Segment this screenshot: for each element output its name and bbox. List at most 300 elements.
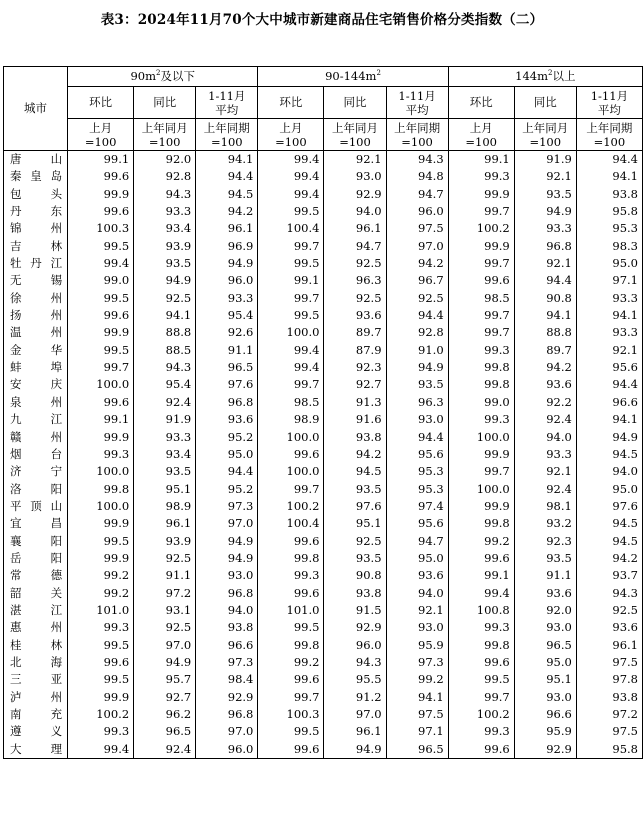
index-value: 99.5: [258, 619, 324, 636]
index-value: 96.0: [386, 203, 448, 220]
index-value: 94.9: [196, 255, 258, 272]
city-name: 包头: [4, 186, 68, 203]
city-name: 韶关: [4, 585, 68, 602]
base-period-label: 上年同月: [331, 120, 378, 135]
index-value: 95.3: [576, 220, 642, 237]
index-value: 91.1: [514, 567, 576, 584]
city-name: 南充: [4, 706, 68, 723]
index-value: 94.7: [324, 238, 386, 255]
city-name: 丹东: [4, 203, 68, 220]
index-value: 90.8: [514, 290, 576, 307]
table-row: [4, 567, 643, 584]
index-value: 93.3: [514, 446, 576, 463]
table-row: [4, 411, 643, 428]
index-value: 94.9: [134, 654, 196, 671]
index-value: 92.3: [514, 533, 576, 550]
index-value: 94.9: [324, 741, 386, 759]
index-value: 99.0: [448, 394, 514, 411]
city-name: 泉州: [4, 394, 68, 411]
index-value: 94.2: [324, 446, 386, 463]
index-value: 97.6: [324, 498, 386, 515]
index-value: 100.2: [68, 706, 134, 723]
index-value: 95.1: [514, 671, 576, 688]
index-value: 99.7: [448, 689, 514, 706]
index-value: 93.9: [134, 238, 196, 255]
index-value: 99.9: [68, 186, 134, 203]
index-value: 94.1: [576, 411, 642, 428]
index-value: 92.1: [576, 342, 642, 359]
index-value: 99.9: [448, 238, 514, 255]
index-value: 96.0: [324, 637, 386, 654]
base-period-value: =100: [148, 134, 181, 149]
index-value: 92.9: [196, 689, 258, 706]
subheader-yoy: 同比: [514, 87, 576, 119]
index-value: 88.8: [134, 324, 196, 341]
index-value: 95.7: [134, 671, 196, 688]
index-value: 94.4: [196, 168, 258, 185]
base-period-mom: [448, 119, 514, 151]
index-value: 99.5: [68, 342, 134, 359]
index-value: 94.4: [386, 307, 448, 324]
index-value: 99.6: [258, 533, 324, 550]
table-row: [4, 515, 643, 532]
price-index-table: [3, 66, 643, 759]
index-value: 99.2: [68, 585, 134, 602]
index-value: 96.8: [196, 706, 258, 723]
table-row: [4, 689, 643, 706]
index-value: 100.0: [68, 376, 134, 393]
index-value: 92.4: [514, 481, 576, 498]
index-value: 92.0: [134, 151, 196, 169]
base-period-label: 上月: [469, 120, 493, 135]
index-value: 96.2: [134, 706, 196, 723]
index-value: 95.0: [576, 255, 642, 272]
base-period-value: =100: [529, 134, 562, 149]
index-value: 99.0: [68, 272, 134, 289]
index-value: 92.9: [324, 186, 386, 203]
index-value: 94.3: [134, 186, 196, 203]
index-value: 93.5: [324, 481, 386, 498]
index-value: 95.6: [386, 446, 448, 463]
subheader-mom: 环比: [448, 87, 514, 119]
index-value: 94.3: [134, 359, 196, 376]
index-value: 94.2: [196, 203, 258, 220]
index-value: 94.3: [386, 151, 448, 169]
index-value: 92.7: [134, 689, 196, 706]
city-name: 北海: [4, 654, 68, 671]
table-row: [4, 342, 643, 359]
index-value: 99.7: [68, 359, 134, 376]
index-value: 93.8: [196, 619, 258, 636]
city-name: 锦州: [4, 220, 68, 237]
index-value: 97.0: [134, 637, 196, 654]
index-value: 92.5: [576, 602, 642, 619]
city-name: 三亚: [4, 671, 68, 688]
subheader-yoy: 同比: [134, 87, 196, 119]
index-value: 93.5: [134, 463, 196, 480]
index-value: 92.7: [324, 376, 386, 393]
table-row: [4, 186, 643, 203]
base-period-value: =100: [401, 134, 433, 149]
index-value: 92.5: [324, 533, 386, 550]
index-value: 97.1: [576, 272, 642, 289]
index-value: 99.4: [258, 359, 324, 376]
subheader-ytd-line2: 平均: [597, 102, 621, 117]
index-value: 94.5: [576, 515, 642, 532]
index-value: 94.4: [514, 272, 576, 289]
index-value: 92.5: [134, 550, 196, 567]
index-value: 92.9: [324, 619, 386, 636]
index-value: 99.9: [448, 186, 514, 203]
city-name: 扬州: [4, 307, 68, 324]
index-value: 92.1: [386, 602, 448, 619]
index-value: 89.7: [514, 342, 576, 359]
index-value: 100.0: [448, 429, 514, 446]
index-value: 99.7: [258, 481, 324, 498]
index-value: 99.8: [258, 637, 324, 654]
index-value: 96.8: [196, 585, 258, 602]
index-value: 92.4: [134, 394, 196, 411]
index-value: 93.3: [576, 324, 642, 341]
index-value: 93.6: [514, 585, 576, 602]
index-value: 97.6: [576, 498, 642, 515]
index-value: 94.1: [514, 307, 576, 324]
index-value: 94.1: [386, 689, 448, 706]
subheader-ytd-line1: 1-11月: [398, 88, 436, 103]
index-value: 97.0: [386, 238, 448, 255]
city-name: 大理: [4, 741, 68, 759]
index-value: 94.0: [324, 203, 386, 220]
index-value: 96.5: [386, 741, 448, 759]
index-value: 94.3: [324, 654, 386, 671]
index-value: 91.5: [324, 602, 386, 619]
index-value: 89.7: [324, 324, 386, 341]
index-value: 99.1: [68, 151, 134, 169]
index-value: 91.1: [134, 567, 196, 584]
index-value: 99.4: [68, 741, 134, 759]
base-period-label: 上年同月: [141, 120, 188, 135]
index-value: 99.1: [258, 272, 324, 289]
index-value: 94.2: [386, 255, 448, 272]
index-value: 99.5: [258, 307, 324, 324]
city-name: 秦皇岛: [4, 168, 68, 185]
index-value: 99.2: [258, 654, 324, 671]
index-value: 97.3: [386, 654, 448, 671]
index-value: 94.9: [196, 533, 258, 550]
index-value: 99.8: [448, 359, 514, 376]
table-row: [4, 324, 643, 341]
index-value: 99.8: [448, 515, 514, 532]
index-value: 93.5: [386, 376, 448, 393]
index-value: 97.3: [196, 498, 258, 515]
index-value: 91.1: [196, 342, 258, 359]
index-value: 99.7: [448, 307, 514, 324]
index-value: 97.2: [134, 585, 196, 602]
index-value: 94.1: [134, 307, 196, 324]
index-value: 94.0: [386, 585, 448, 602]
index-value: 93.5: [514, 550, 576, 567]
base-period-yoy: [134, 119, 196, 151]
index-value: 92.5: [134, 290, 196, 307]
index-value: 99.9: [448, 446, 514, 463]
index-value: 96.5: [514, 637, 576, 654]
index-value: 95.4: [196, 307, 258, 324]
index-value: 93.9: [134, 533, 196, 550]
index-value: 91.6: [324, 411, 386, 428]
index-value: 94.1: [196, 151, 258, 169]
base-period-yoy: [514, 119, 576, 151]
index-value: 97.1: [386, 723, 448, 740]
index-value: 94.9: [386, 359, 448, 376]
base-period-label: 上月: [89, 120, 113, 135]
index-value: 94.4: [196, 463, 258, 480]
table-row: [4, 550, 643, 567]
index-value: 99.1: [448, 151, 514, 169]
city-name: 宜昌: [4, 515, 68, 532]
base-period-ytd: [196, 119, 258, 151]
index-value: 93.6: [514, 376, 576, 393]
index-value: 92.1: [514, 255, 576, 272]
index-value: 99.3: [68, 619, 134, 636]
index-value: 93.6: [386, 567, 448, 584]
index-value: 92.5: [134, 619, 196, 636]
index-value: 92.5: [324, 255, 386, 272]
index-value: 100.0: [68, 498, 134, 515]
table-row: [4, 238, 643, 255]
index-value: 94.0: [576, 463, 642, 480]
index-value: 99.6: [448, 550, 514, 567]
table-row: [4, 429, 643, 446]
index-value: 88.8: [514, 324, 576, 341]
city-name: 唐山: [4, 151, 68, 169]
index-value: 94.5: [576, 446, 642, 463]
index-value: 92.1: [324, 151, 386, 169]
index-value: 93.8: [324, 585, 386, 602]
table-row: [4, 602, 643, 619]
table-row: [4, 220, 643, 237]
index-value: 94.7: [386, 533, 448, 550]
city-name: 吉林: [4, 238, 68, 255]
index-value: 93.4: [134, 220, 196, 237]
index-value: 93.6: [576, 619, 642, 636]
index-value: 95.9: [386, 637, 448, 654]
index-value: 92.1: [514, 463, 576, 480]
index-value: 99.5: [448, 671, 514, 688]
index-value: 99.9: [68, 515, 134, 532]
index-value: 94.3: [576, 585, 642, 602]
index-value: 92.9: [514, 741, 576, 759]
index-value: 95.6: [386, 515, 448, 532]
index-value: 92.3: [324, 359, 386, 376]
index-value: 93.5: [514, 186, 576, 203]
index-value: 97.0: [324, 706, 386, 723]
city-name: 九江: [4, 411, 68, 428]
subheader-ytd: [576, 87, 642, 119]
base-period-label: 上年同期: [203, 120, 250, 135]
base-period-yoy: [324, 119, 386, 151]
index-value: 99.6: [448, 272, 514, 289]
index-value: 99.6: [448, 654, 514, 671]
index-value: 97.8: [576, 671, 642, 688]
index-value: 98.4: [196, 671, 258, 688]
index-value: 95.3: [386, 463, 448, 480]
index-value: 92.4: [134, 741, 196, 759]
index-value: 99.9: [68, 689, 134, 706]
index-value: 91.0: [386, 342, 448, 359]
index-value: 95.0: [514, 654, 576, 671]
index-value: 96.1: [324, 723, 386, 740]
index-value: 94.9: [514, 203, 576, 220]
city-name: 徐州: [4, 290, 68, 307]
index-value: 94.9: [134, 272, 196, 289]
index-value: 98.5: [448, 290, 514, 307]
index-value: 99.5: [68, 238, 134, 255]
index-value: 99.4: [258, 168, 324, 185]
index-value: 97.5: [576, 723, 642, 740]
city-name: 济宁: [4, 463, 68, 480]
table-row: [4, 637, 643, 654]
index-value: 99.4: [258, 186, 324, 203]
city-name: 常德: [4, 567, 68, 584]
table-row: [4, 203, 643, 220]
index-value: 95.5: [324, 671, 386, 688]
index-value: 93.3: [196, 290, 258, 307]
base-period-value: =100: [339, 134, 371, 149]
table-row: [4, 307, 643, 324]
index-value: 99.5: [68, 290, 134, 307]
city-name: 安庆: [4, 376, 68, 393]
index-value: 99.5: [258, 723, 324, 740]
subheader-ytd-line1: 1-11月: [208, 88, 246, 103]
index-value: 99.6: [448, 741, 514, 759]
index-value: 94.4: [576, 151, 642, 169]
base-period-mom: [258, 119, 324, 151]
index-value: 99.7: [448, 324, 514, 341]
index-value: 97.2: [576, 706, 642, 723]
city-column-header: 城市: [4, 67, 68, 151]
index-value: 93.7: [576, 567, 642, 584]
index-value: 95.9: [514, 723, 576, 740]
index-value: 99.6: [258, 585, 324, 602]
index-value: 99.3: [448, 168, 514, 185]
index-value: 99.6: [68, 394, 134, 411]
index-value: 93.5: [134, 255, 196, 272]
index-value: 95.8: [576, 203, 642, 220]
index-value: 93.3: [134, 429, 196, 446]
index-value: 94.2: [514, 359, 576, 376]
base-period-label: 上月: [279, 120, 303, 135]
index-value: 92.8: [134, 168, 196, 185]
index-value: 99.3: [448, 619, 514, 636]
index-value: 99.3: [68, 446, 134, 463]
base-period-label: 上年同期: [586, 120, 633, 135]
index-value: 99.6: [68, 654, 134, 671]
base-period-value: =100: [211, 134, 243, 149]
group-header-large: $144m^2$以上: [448, 67, 642, 87]
table-row: [4, 151, 643, 169]
index-value: 94.1: [576, 307, 642, 324]
index-value: 99.8: [68, 481, 134, 498]
base-period-value: =100: [593, 134, 626, 149]
index-value: 98.1: [514, 498, 576, 515]
index-value: 99.5: [258, 255, 324, 272]
city-name: 平顶山: [4, 498, 68, 515]
subheader-ytd-line2: 平均: [215, 102, 239, 117]
index-value: 94.5: [576, 533, 642, 550]
index-value: 99.6: [68, 307, 134, 324]
subheader-ytd: [196, 87, 258, 119]
index-value: 90.8: [324, 567, 386, 584]
index-value: 99.1: [448, 567, 514, 584]
table-row: [4, 671, 643, 688]
index-value: 96.8: [514, 238, 576, 255]
index-value: 95.8: [576, 741, 642, 759]
index-value: 100.0: [258, 429, 324, 446]
table-row: [4, 723, 643, 740]
city-name: 烟台: [4, 446, 68, 463]
table-row: [4, 706, 643, 723]
index-value: 94.1: [576, 168, 642, 185]
index-value: 92.2: [514, 394, 576, 411]
index-value: 97.3: [196, 654, 258, 671]
index-value: 100.0: [258, 324, 324, 341]
index-value: 96.6: [514, 706, 576, 723]
table-row: [4, 446, 643, 463]
index-value: 93.0: [514, 689, 576, 706]
index-value: 97.4: [386, 498, 448, 515]
base-period-label: 上年同月: [522, 120, 569, 135]
index-value: 95.0: [386, 550, 448, 567]
index-value: 94.8: [386, 168, 448, 185]
index-value: 100.8: [448, 602, 514, 619]
index-value: 93.8: [576, 689, 642, 706]
index-value: 99.7: [258, 376, 324, 393]
group-header-small: $90m^2$及以下: [68, 67, 258, 87]
city-name: 牡丹江: [4, 255, 68, 272]
index-value: 97.0: [196, 723, 258, 740]
table-row: [4, 272, 643, 289]
index-value: 99.6: [258, 446, 324, 463]
table-row: [4, 290, 643, 307]
table-row: [4, 619, 643, 636]
index-value: 99.7: [258, 290, 324, 307]
index-value: 95.4: [134, 376, 196, 393]
index-value: 99.2: [448, 533, 514, 550]
base-period-mom: [68, 119, 134, 151]
index-value: 96.8: [196, 394, 258, 411]
table-row: [4, 376, 643, 393]
index-value: 101.0: [68, 602, 134, 619]
index-value: 99.4: [258, 151, 324, 169]
group-header-medium: $90-144m^2$: [258, 67, 448, 87]
index-value: 95.1: [324, 515, 386, 532]
city-name: 岳阳: [4, 550, 68, 567]
table-row: [4, 498, 643, 515]
index-value: 94.9: [576, 429, 642, 446]
index-value: 99.3: [448, 411, 514, 428]
index-value: 93.3: [514, 220, 576, 237]
index-value: 99.7: [448, 463, 514, 480]
base-period-value: =100: [465, 134, 497, 149]
index-value: 99.3: [448, 342, 514, 359]
index-value: 93.8: [576, 186, 642, 203]
subheader-mom: 环比: [258, 87, 324, 119]
index-value: 95.2: [196, 429, 258, 446]
index-value: 94.4: [576, 376, 642, 393]
table-row: [4, 463, 643, 480]
index-value: 94.7: [386, 186, 448, 203]
city-name: 洛阳: [4, 481, 68, 498]
